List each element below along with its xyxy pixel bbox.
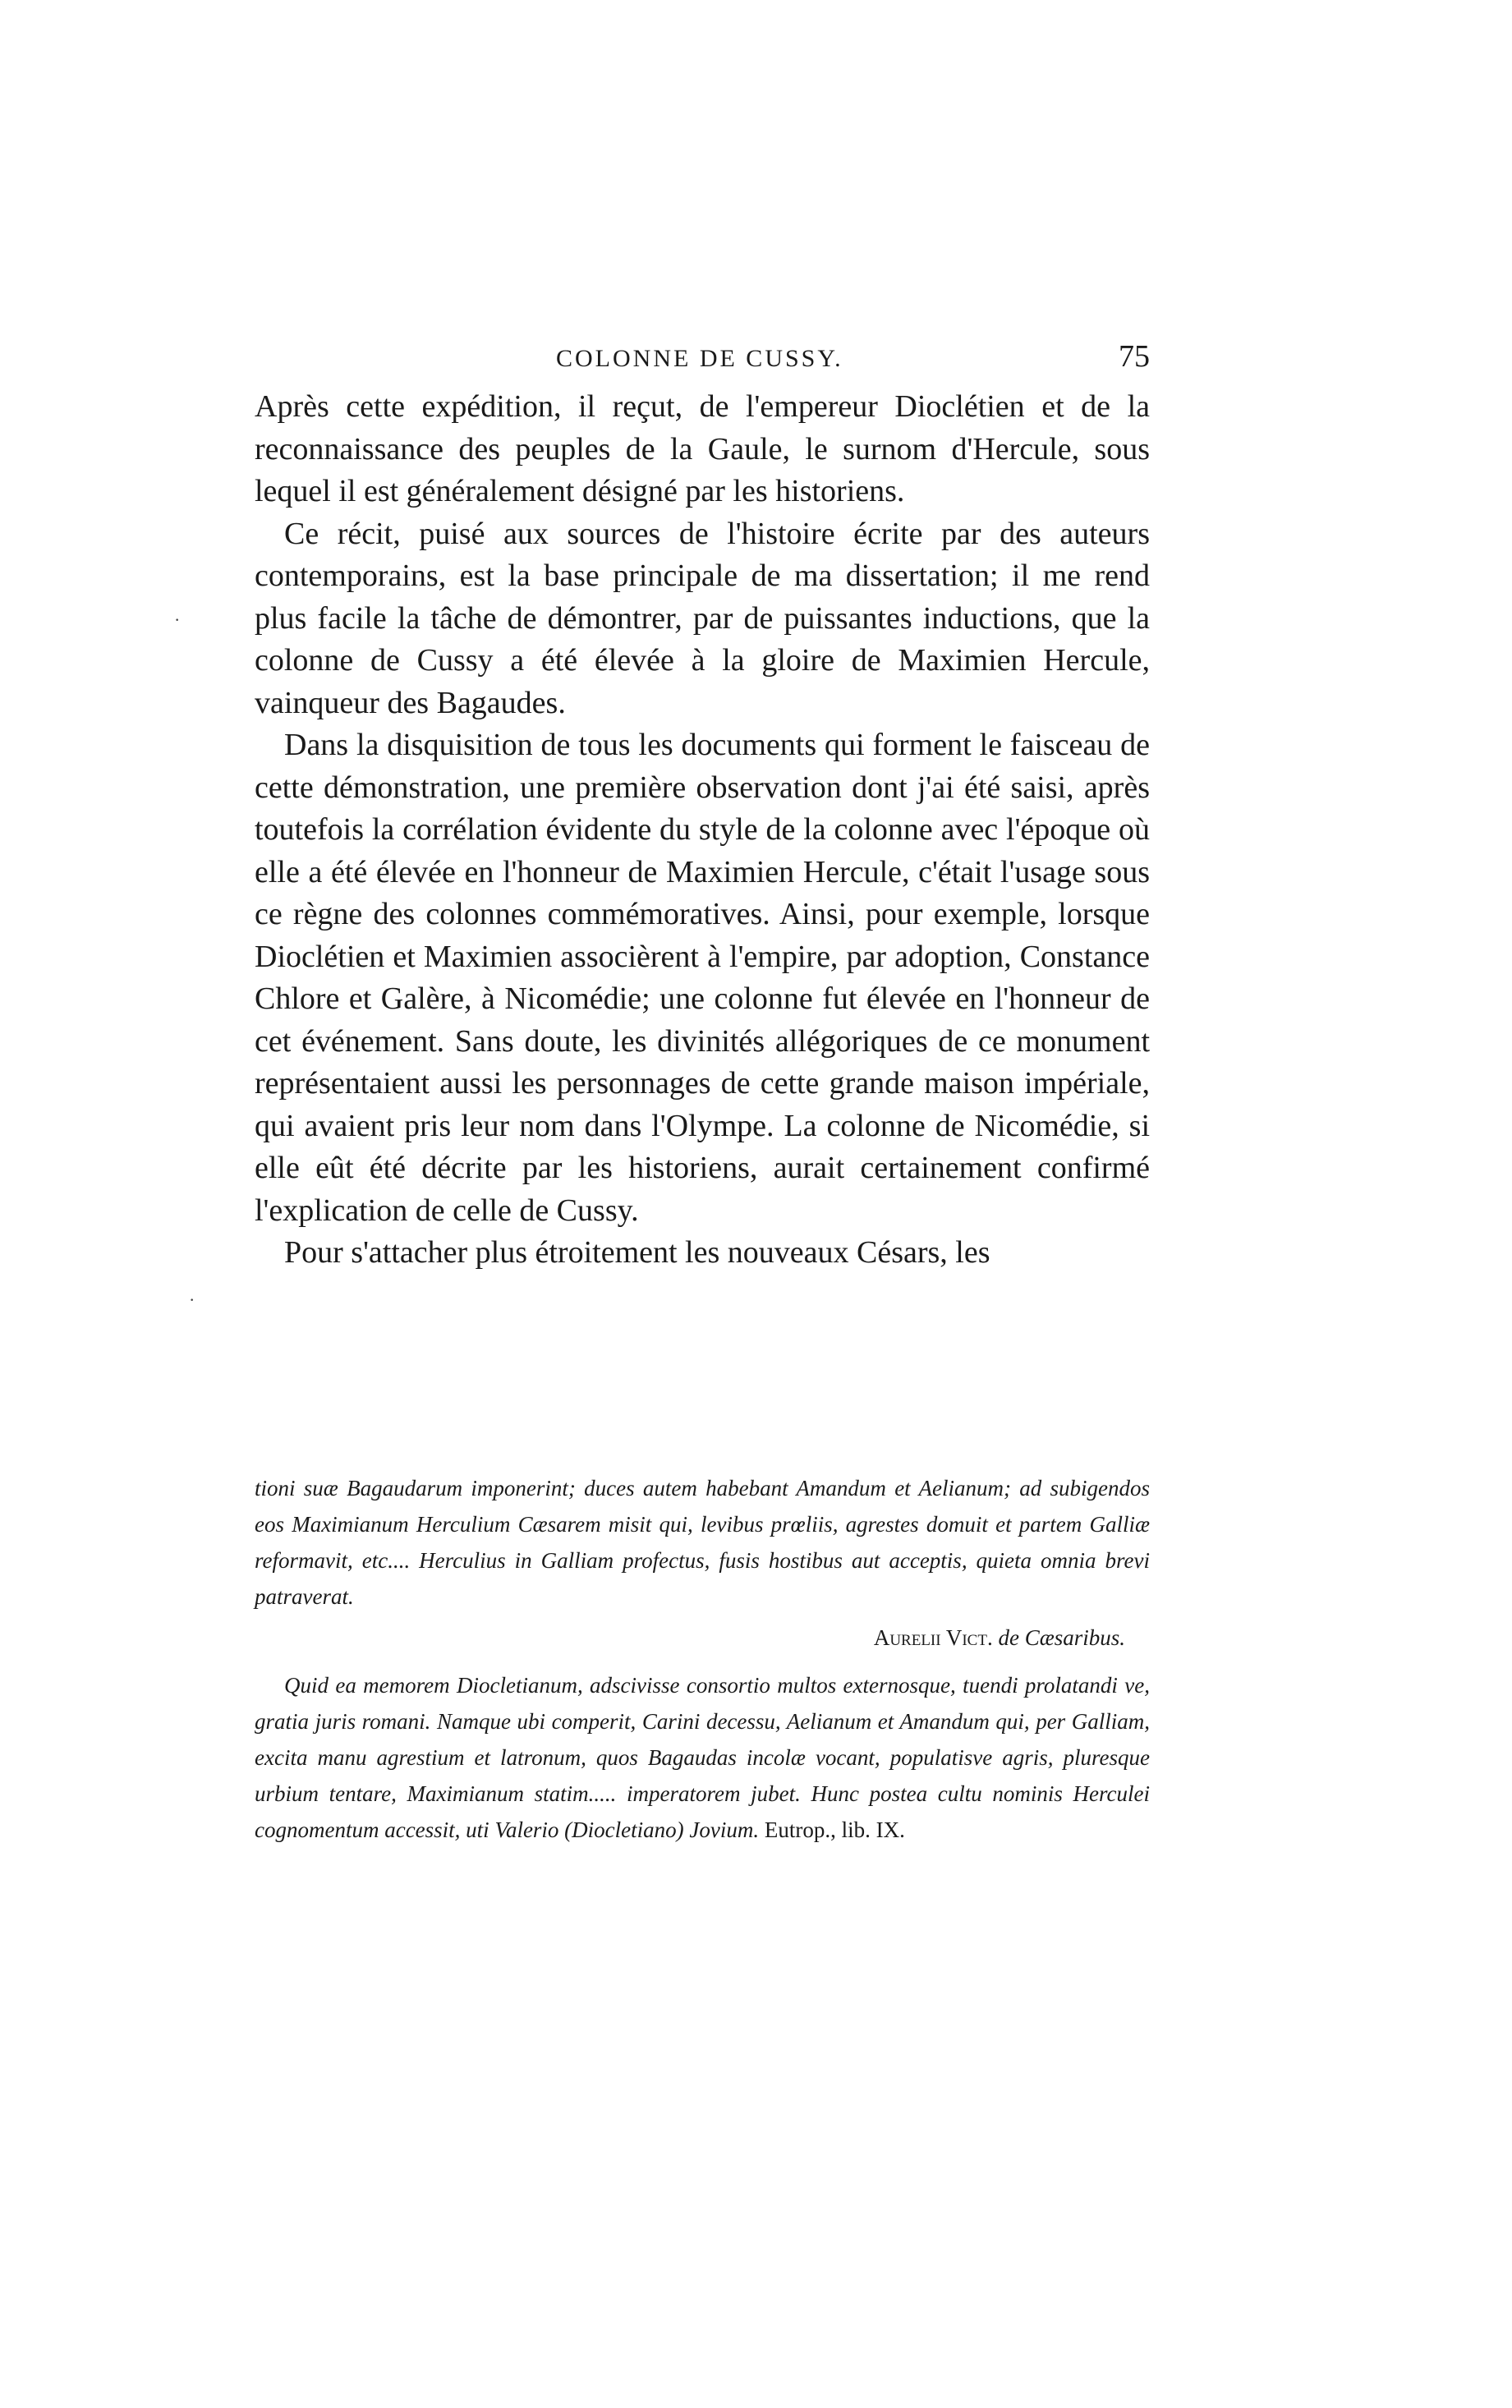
- footnote-quote-2: [255, 1667, 1150, 1848]
- footnote-quote-2-citation: Eutrop., lib. IX.: [764, 1817, 905, 1842]
- footnote-quote-2-text: Quid ea memorem Diocletianum, adscivisse consortio multos externosque, tuendi prolatandi ve, gratia juris romani. Namque ubi comperit, Carini decessu, Aelianum et Amandum qui, per Galliam, excita manu agrestium et latronum, quos Bagaudas incolæ vocant, populatisve agris, pluresque urbium tentare, Maximianum statim..... imperatorem jubet. Hunc postea cultu nominis Herculei cognomentum accessit, uti Valerio (Diocletiano) Jovium.: [255, 1673, 1150, 1842]
- attribution-work: de Cæsaribus.: [998, 1625, 1125, 1650]
- page-number: 75: [1119, 339, 1150, 374]
- margin-speck: ·: [189, 1289, 195, 1310]
- paragraph-1: Après cette expédition, il reçut, de l'empereur Dioclétien et de la reconnaissance des peuples de la Gaule, le surnom d'Hercule, sous lequel il est généralement désigné par les historiens.: [255, 389, 1150, 508]
- main-text: [255, 386, 1150, 1275]
- footnote-quote-1: tioni suæ Bagaudarum imponerint; duces autem habebant Amandum et Aelianum; ad subigendos eos Maximianum Herculium Cæsarem misit qui, levibus prœliis, agrestes domuit et partem Galliæ reformavit, etc.... Herculius in Galliam profectus, fusis hostibus aut acceptis, quieta omnia brevi patraverat.: [255, 1476, 1150, 1609]
- paragraph-4: Pour s'attacher plus étroitement les nouveaux Césars, les: [284, 1235, 990, 1270]
- footnote-attribution-1: [255, 1620, 1150, 1656]
- paragraph-2: Ce récit, puisé aux sources de l'histoire écrite par des auteurs contemporains, est la base principale de ma dissertation; il me rend plus facile la tâche de démontrer, par de puissantes inductions, que la colonne de Cussy a été élevée à la gloire de Maximien Hercule, vainqueur des Bagaudes.: [255, 516, 1150, 720]
- running-title: COLONNE DE CUSSY.: [556, 345, 843, 372]
- running-head: [255, 338, 1150, 388]
- margin-speck: ·: [174, 609, 181, 630]
- attribution-author: Aurelii Vict.: [873, 1625, 993, 1650]
- footnotes: [255, 1470, 1150, 1848]
- paragraph-3: Dans la disquisition de tous les documents qui forment le faisceau de cette démonstration, une première observation dont j'ai été saisi, après toutefois la corrélation évidente du style de la colonne avec l'époque où elle a été élevée en l'honneur de Maximien Hercule, c'était l'usage sous ce règne des colonnes commémoratives. Ainsi, pour exemple, lorsque Dioclétien et Maximien associèrent à l'empire, par adoption, Constance Chlore et Galère, à Nicomédie; une colonne fut élevée en l'honneur de cet événement. Sans doute, les divinités allégoriques de ce monument représentaient aussi les personnages de cette grande maison impériale, qui avaient pris leur nom dans l'Olympe. La colonne de Nicomédie, si elle eût été décrite par les historiens, aurait certainement confirmé l'explication de celle de Cussy.: [255, 728, 1150, 1228]
